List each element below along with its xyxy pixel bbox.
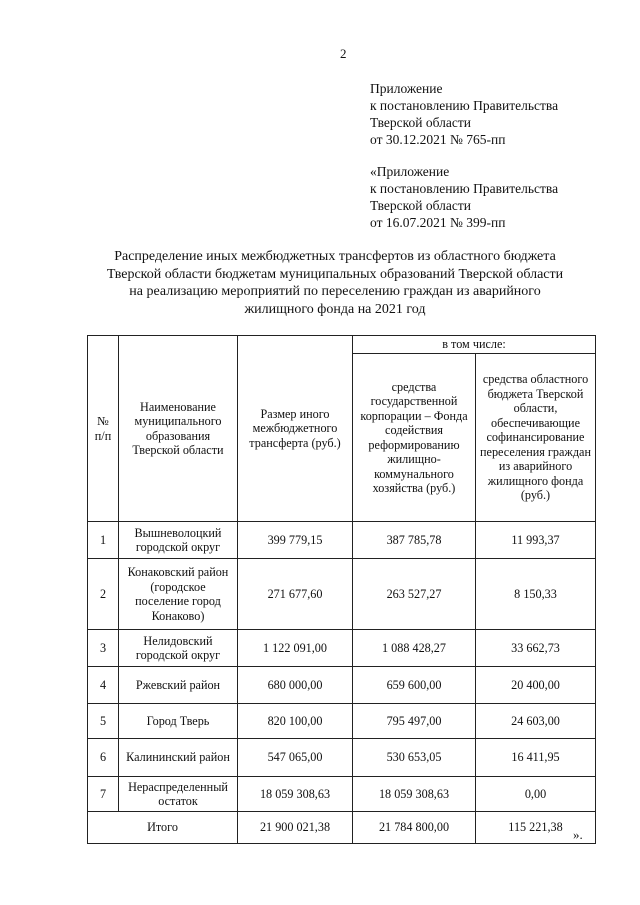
cell-fund: 18 059 308,63 xyxy=(353,777,476,812)
header-fund: средства государственной корпорации – Фонда содействия реформированию жилищно-коммунального хозяйства (руб.) xyxy=(353,354,476,522)
annex-line: Приложение xyxy=(370,81,443,96)
cell-name: Конаковский район (городское поселение город Конаково) xyxy=(119,559,238,630)
annex-line: к постановлению Правительства xyxy=(370,98,559,113)
annex-line: Тверской области xyxy=(370,198,471,213)
cell-total: 271 677,60 xyxy=(238,559,353,630)
cell-fund: 530 653,05 xyxy=(353,739,476,777)
cell-total: 547 065,00 xyxy=(238,739,353,777)
cell-fund: 263 527,27 xyxy=(353,559,476,630)
cell-fund: 795 497,00 xyxy=(353,704,476,739)
cell-num: 3 xyxy=(88,630,119,667)
cell-fund: 659 600,00 xyxy=(353,667,476,704)
cell-regional: 0,00 xyxy=(476,777,596,812)
annex-header-previous xyxy=(370,163,558,231)
title-line: жилищного фонда на 2021 год xyxy=(244,301,426,317)
cell-fund: 1 088 428,27 xyxy=(353,630,476,667)
annex-line: «Приложение xyxy=(370,164,450,179)
header-regional: средства областного бюджета Тверской области, обеспечивающие софинансирование переселения граждан из аварийного жилищного фонда (руб.) xyxy=(476,354,596,522)
title-line: на реализацию мероприятий по переселению граждан из аварийного xyxy=(129,284,541,299)
table-row xyxy=(88,739,596,777)
table-row xyxy=(88,630,596,667)
totals-total: 21 900 021,38 xyxy=(238,812,353,844)
annex-line: от 30.12.2021 № 765-пп xyxy=(370,132,506,147)
cell-num: 2 xyxy=(88,559,119,630)
closing-quote-mark: ». xyxy=(573,827,583,842)
cell-name: Калининский район xyxy=(119,739,238,777)
table-row xyxy=(88,522,596,559)
page-number: 2 xyxy=(340,46,347,61)
title-line: Тверской области бюджетам муниципальных образований Тверской области xyxy=(106,266,564,282)
header-num: № п/п xyxy=(88,336,119,522)
header-name: Наименование муниципального образования Тверской области xyxy=(119,336,238,522)
cell-name: Нераспределенный остаток xyxy=(119,777,238,812)
table-totals-row xyxy=(88,812,596,844)
cell-total: 1 122 091,00 xyxy=(238,630,353,667)
table-row xyxy=(88,704,596,739)
annex-line: Тверской области xyxy=(370,115,471,130)
distribution-table xyxy=(87,335,596,844)
title-line: Распределение иных межбюджетных трансфертов из областного бюджета xyxy=(114,249,556,264)
cell-regional: 24 603,00 xyxy=(476,704,596,739)
cell-name: Вышневолоцкий городской округ xyxy=(119,522,238,559)
table-row xyxy=(88,559,596,630)
cell-total: 820 100,00 xyxy=(238,704,353,739)
cell-num: 1 xyxy=(88,522,119,559)
totals-label: Итого xyxy=(88,812,238,844)
cell-fund: 387 785,78 xyxy=(353,522,476,559)
table-row xyxy=(88,777,596,812)
cell-name: Ржевский район xyxy=(119,667,238,704)
document-title xyxy=(80,248,590,318)
cell-regional: 11 993,37 xyxy=(476,522,596,559)
cell-num: 4 xyxy=(88,667,119,704)
annex-header-current xyxy=(370,80,558,148)
annex-line: к постановлению Правительства xyxy=(370,181,559,196)
header-total: Размер иного межбюджетного трансферта (руб.) xyxy=(238,336,353,522)
table-row xyxy=(88,667,596,704)
totals-fund: 21 784 800,00 xyxy=(353,812,476,844)
cell-name: Нелидовский городской округ xyxy=(119,630,238,667)
cell-num: 7 xyxy=(88,777,119,812)
cell-regional: 33 662,73 xyxy=(476,630,596,667)
totals-regional: 115 221,38 xyxy=(476,812,596,844)
header-including: в том числе: xyxy=(353,336,596,354)
table-header-row xyxy=(88,336,596,354)
cell-name: Город Тверь xyxy=(119,704,238,739)
cell-num: 5 xyxy=(88,704,119,739)
cell-total: 399 779,15 xyxy=(238,522,353,559)
cell-total: 18 059 308,63 xyxy=(238,777,353,812)
cell-regional: 20 400,00 xyxy=(476,667,596,704)
cell-num: 6 xyxy=(88,739,119,777)
annex-line: от 16.07.2021 № 399-пп xyxy=(370,215,506,230)
cell-regional: 8 150,33 xyxy=(476,559,596,630)
cell-regional: 16 411,95 xyxy=(476,739,596,777)
cell-total: 680 000,00 xyxy=(238,667,353,704)
